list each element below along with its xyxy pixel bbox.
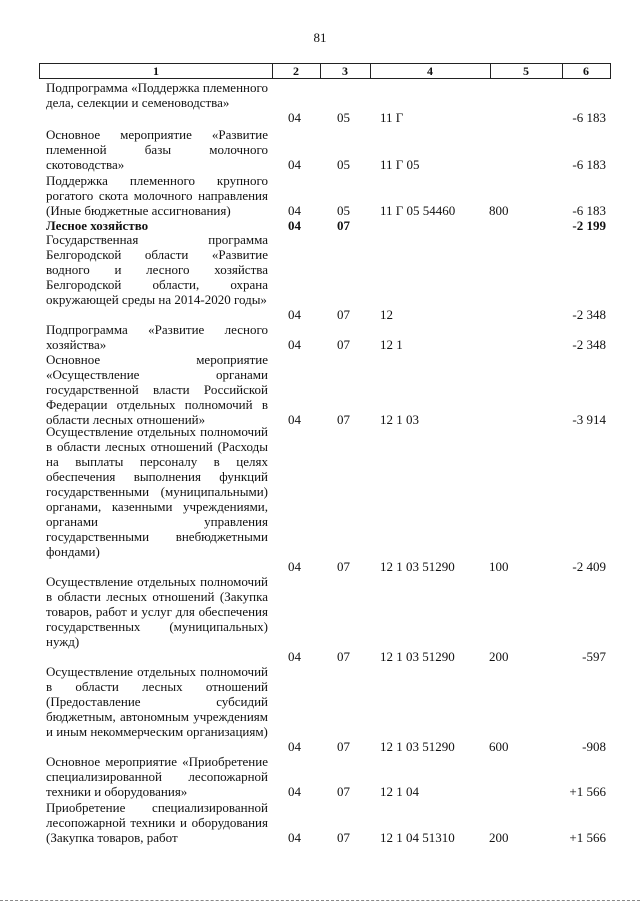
row-subsection-code: 07 <box>337 830 350 845</box>
row-description: Подпрограмма «Развитие лесного хозяйства» <box>46 322 268 352</box>
row-target-code: 12 1 03 51290 <box>380 559 455 574</box>
row-expense-type: 200 <box>489 649 509 664</box>
row-section-code: 04 <box>288 110 301 125</box>
header-col-4: 4 <box>370 64 491 78</box>
row-expense-type: 800 <box>489 203 509 218</box>
row-amount: -6 183 <box>572 203 606 218</box>
row-target-code: 12 1 <box>380 337 403 352</box>
row-description: Приобретение специализированной лесопожарной техники и оборудования (Закупка товаров, работ <box>46 800 268 845</box>
row-description: Основное мероприятие «Осуществление органами государственной власти Российской Федерации отдельных полномочий в области лесных отношений» <box>46 352 268 427</box>
row-description: Осуществление отдельных полномочий в области лесных отношений (Расходы на выплаты персоналу в целях обеспечения выполнения функций государственными (муниципальными) органами, казенными учреждениями, органами управления государственными внебюджетными фондами) <box>46 424 268 559</box>
header-col-1: 1 <box>40 64 273 78</box>
row-subsection-code: 07 <box>337 649 350 664</box>
row-subsection-code: 07 <box>337 559 350 574</box>
header-col-3: 3 <box>320 64 371 78</box>
row-amount: -2 199 <box>572 218 606 233</box>
table-header <box>39 63 611 79</box>
row-subsection-code: 05 <box>337 110 350 125</box>
row-amount: +1 566 <box>569 784 606 799</box>
row-amount: -6 183 <box>572 157 606 172</box>
row-section-code: 04 <box>288 649 301 664</box>
row-target-code: 12 1 03 51290 <box>380 649 455 664</box>
page-bottom-rule <box>0 900 640 901</box>
row-description: Осуществление отдельных полномочий в области лесных отношений (Закупка товаров, работ и услуг для обеспечения государственных (муниципальных) нужд) <box>46 574 268 649</box>
row-description: Осуществление отдельных полномочий в области лесных отношений (Предоставление субсидий бюджетным, автономным учреждениям и иным некоммерческим организациям) <box>46 664 268 739</box>
page-number: 81 <box>313 30 327 45</box>
row-amount: -2 348 <box>572 337 606 352</box>
row-target-code: 12 1 03 <box>380 412 419 427</box>
row-description: Основное мероприятие «Приобретение специализированной лесопожарной техники и оборудования» <box>46 754 268 799</box>
row-target-code: 12 1 04 51310 <box>380 830 455 845</box>
row-amount: -2 348 <box>572 307 606 322</box>
row-subsection-code: 05 <box>337 203 350 218</box>
row-target-code: 11 Г 05 <box>380 157 420 172</box>
row-subsection-code: 05 <box>337 157 350 172</box>
row-section-code: 04 <box>288 412 301 427</box>
row-subsection-code: 07 <box>337 412 350 427</box>
row-amount: -3 914 <box>572 412 606 427</box>
row-section-code: 04 <box>288 307 301 322</box>
row-section-code: 04 <box>288 739 301 754</box>
row-section-code: 04 <box>288 157 301 172</box>
row-target-code: 11 Г <box>380 110 404 125</box>
row-subsection-code: 07 <box>337 784 350 799</box>
row-section-code: 04 <box>288 218 301 233</box>
row-expense-type: 100 <box>489 559 509 574</box>
row-subsection-code: 07 <box>337 739 350 754</box>
row-description: Лесное хозяйство <box>46 218 149 233</box>
row-description: Основное мероприятие «Развитие племенной базы молочного скотоводства» <box>46 127 268 172</box>
row-section-code: 04 <box>288 203 301 218</box>
row-target-code: 12 1 04 <box>380 784 419 799</box>
header-col-5: 5 <box>490 64 563 78</box>
row-section-code: 04 <box>288 830 301 845</box>
row-amount: +1 566 <box>569 830 606 845</box>
row-description: Государственная программа Белгородской области «Развитие водного и лесного хозяйства Белгородской области, охрана окружающей среды на 2014-2020 годы» <box>46 232 268 307</box>
row-amount: -908 <box>582 739 606 754</box>
row-subsection-code: 07 <box>337 218 350 233</box>
header-col-6: 6 <box>583 64 589 78</box>
row-amount: -6 183 <box>572 110 606 125</box>
row-description: Поддержка племенного крупного рогатого скота молочного направления (Иные бюджетные ассигнования) <box>46 173 268 218</box>
row-expense-type: 200 <box>489 830 509 845</box>
row-target-code: 11 Г 05 54460 <box>380 203 456 218</box>
row-description: Подпрограмма «Поддержка племенного дела, селекции и семеноводства» <box>46 80 268 110</box>
header-col-2: 2 <box>272 64 321 78</box>
row-subsection-code: 07 <box>337 307 350 322</box>
row-section-code: 04 <box>288 337 301 352</box>
row-amount: -2 409 <box>572 559 606 574</box>
row-target-code: 12 1 03 51290 <box>380 739 455 754</box>
row-section-code: 04 <box>288 784 301 799</box>
row-amount: -597 <box>582 649 606 664</box>
row-section-code: 04 <box>288 559 301 574</box>
row-expense-type: 600 <box>489 739 509 754</box>
row-subsection-code: 07 <box>337 337 350 352</box>
row-target-code: 12 <box>380 307 393 322</box>
